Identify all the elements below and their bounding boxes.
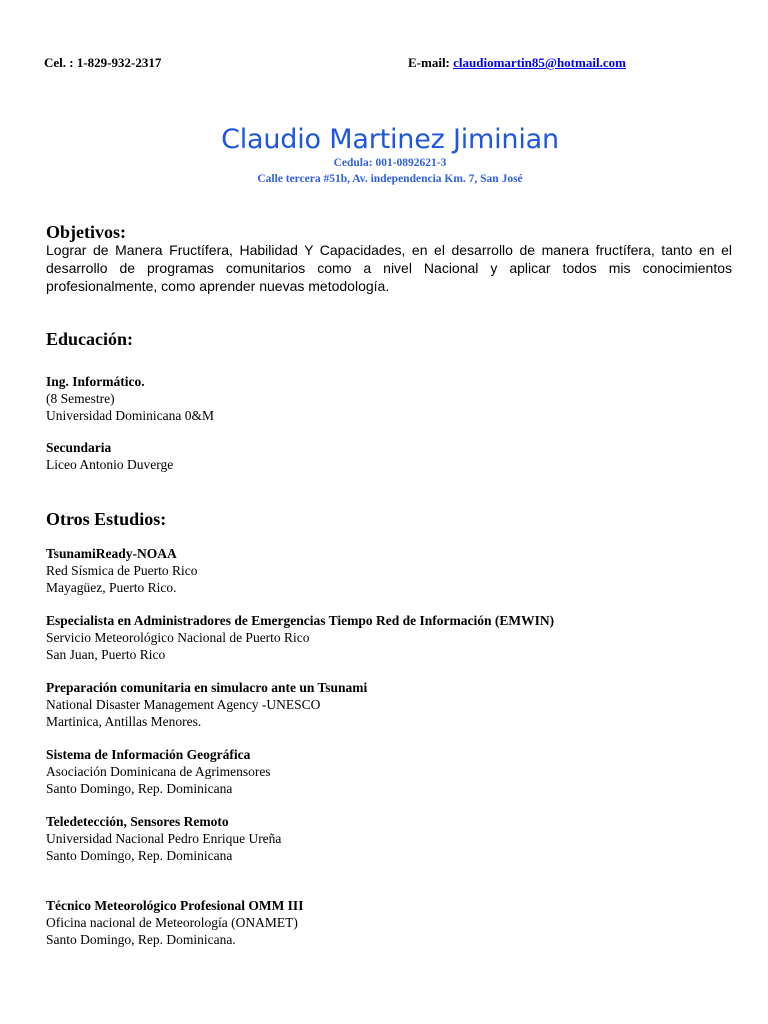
- address: Calle tercera #51b, Av. independencia Km. 7, San José: [257, 173, 523, 185]
- cedula: Cedula: 001-0892621-3: [333, 157, 447, 169]
- entry-title: TsunamiReady-NOAA: [46, 546, 177, 561]
- study-entry: [46, 813, 281, 864]
- study-entry: [46, 897, 303, 948]
- study-entry: [46, 746, 271, 797]
- email-link[interactable]: claudiomartin85@hotmail.com: [453, 55, 626, 70]
- entry-line: Santo Domingo, Rep. Dominicana.: [46, 932, 236, 947]
- entry-line: Mayagüez, Puerto Rico.: [46, 580, 177, 595]
- entry-line: Red Sísmica de Puerto Rico: [46, 563, 198, 578]
- education-entry: [46, 439, 173, 473]
- entry-line: Universidad Nacional Pedro Enrique Ureña: [46, 831, 282, 846]
- candidate-name: Claudio Martinez Jiminian: [221, 124, 559, 155]
- study-entry: [46, 679, 367, 730]
- email-line: [408, 55, 626, 71]
- study-entry: [46, 612, 554, 663]
- education-entry: [46, 373, 214, 424]
- entry-line: San Juan, Puerto Rico: [46, 647, 166, 662]
- entry-line: Servicio Meteorológico Nacional de Puerto Rico: [46, 630, 310, 645]
- entry-title: Técnico Meteorológico Profesional OMM III: [46, 898, 304, 913]
- entry-line: Santo Domingo, Rep. Dominicana: [46, 781, 233, 796]
- entry-line: National Disaster Management Agency -UNESCO: [46, 697, 321, 712]
- entry-line: Martinica, Antillas Menores.: [46, 714, 202, 729]
- objetivos-heading: Objetivos:: [46, 222, 126, 242]
- educacion-heading: Educación:: [46, 329, 134, 349]
- entry-line: Oficina nacional de Meteorología (ONAMET): [46, 915, 298, 930]
- otros-estudios-heading: Otros Estudios:: [46, 509, 167, 529]
- study-entry: [46, 545, 197, 596]
- objetivos-text: Lograr de Manera Fructífera, Habilidad Y Capacidades, en el desarrollo de manera fructífera, tanto en el desarrollo de programas comunitarios como a nivel Nacional y aplicar todos mis conocimientos profesionalmente, como aprender nuevas metodología.: [46, 242, 732, 294]
- entry-line: (8 Semestre): [46, 391, 115, 406]
- entry-title: Secundaria: [46, 440, 112, 455]
- entry-title: Teledetección, Sensores Remoto: [46, 814, 229, 829]
- entry-line: Universidad Dominicana 0&M: [46, 408, 214, 423]
- phone-number: Cel. : 1-829-932-2317: [44, 55, 162, 70]
- entry-line: Liceo Antonio Duverge: [46, 457, 174, 472]
- entry-title: Ing. Informático.: [46, 374, 145, 389]
- email-label: E-mail:: [408, 55, 450, 70]
- entry-line: Asociación Dominicana de Agrimensores: [46, 764, 271, 779]
- entry-title: Especialista en Administradores de Emergencias Tiempo Red de Información (EMWIN): [46, 613, 555, 628]
- entry-title: Sistema de Información Geográfica: [46, 747, 251, 762]
- entry-title: Preparación comunitaria en simulacro ante un Tsunami: [46, 680, 368, 695]
- entry-line: Santo Domingo, Rep. Dominicana: [46, 848, 233, 863]
